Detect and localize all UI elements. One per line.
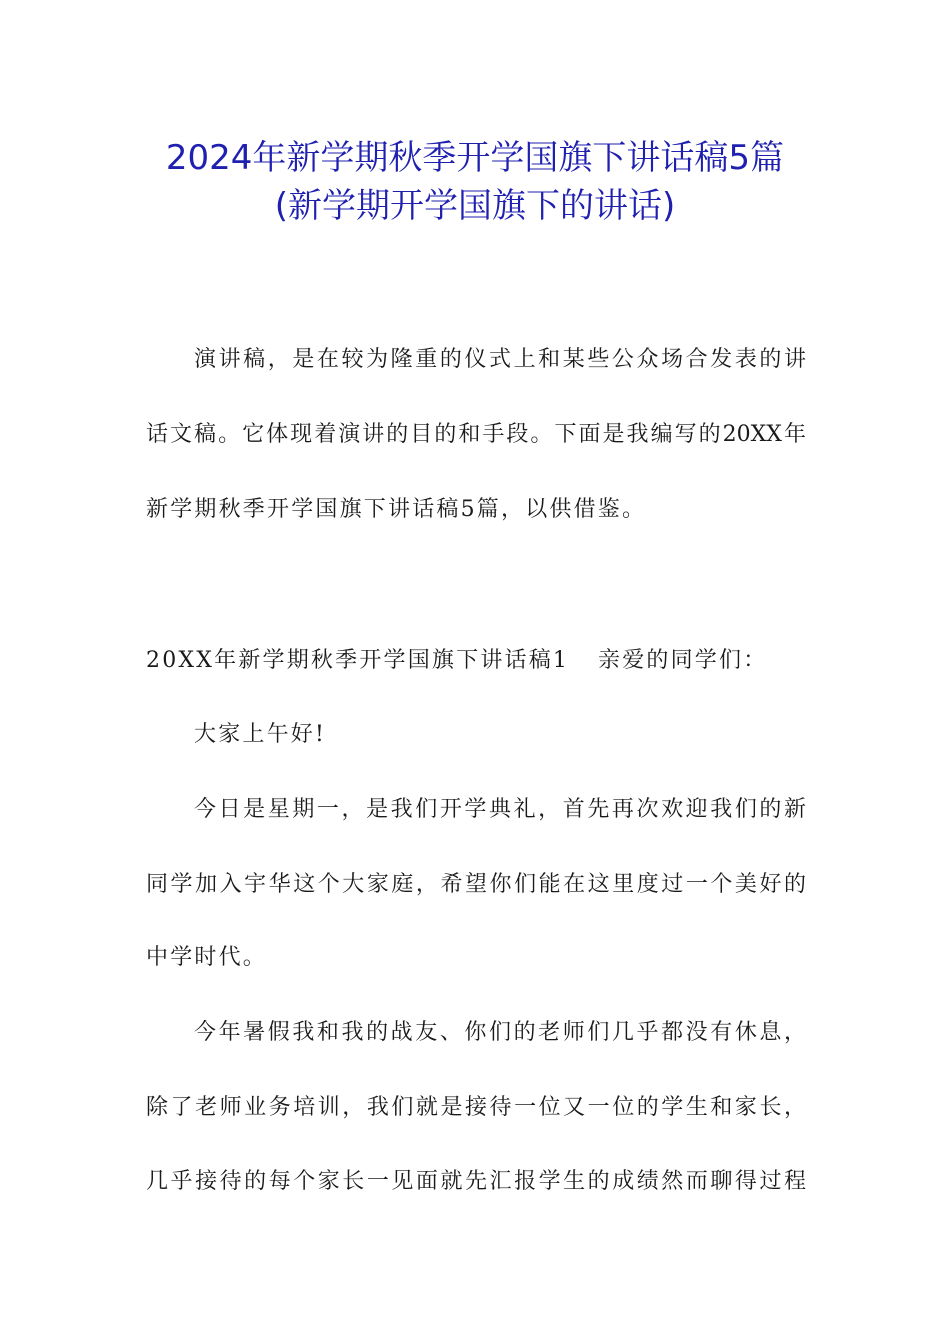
paragraph-2-line-1: 今日是星期一，是我们开学典礼，首先再次欢迎我们的新 bbox=[194, 797, 806, 822]
paragraph-3-line-3: 几乎接待的每个家长一见面就先汇报学生的成绩然而聊得过程 bbox=[146, 1169, 806, 1194]
paragraph-2-line-3: 中学时代。 bbox=[146, 945, 268, 970]
paragraph-2-line-2: 同学加入宇华这个大家庭，希望你们能在这里度过一个美好的 bbox=[146, 872, 806, 897]
intro-paragraph-line-2: 话文稿。它体现着演讲的目的和手段。下面是我编写的20XX年 bbox=[146, 422, 806, 447]
document-subtitle: (新学期开学国旗下的讲话) bbox=[274, 186, 676, 226]
paragraph-3-line-1: 今年暑假我和我的战友、你们的老师们几乎都没有休息， bbox=[194, 1020, 806, 1045]
salutation: 亲爱的同学们： bbox=[598, 648, 768, 673]
document-title: 2024年新学期秋季开学国旗下讲话稿5篇 bbox=[165, 138, 785, 178]
section-heading: 20XX年新学期秋季开学国旗下讲话稿1 bbox=[146, 648, 570, 673]
paragraph-3-line-2: 除了老师业务培训，我们就是接待一位又一位的学生和家长， bbox=[146, 1095, 806, 1120]
intro-paragraph-line-3: 新学期秋季开学国旗下讲话稿5篇，以供借鉴。 bbox=[146, 497, 647, 522]
intro-paragraph-line-1: 演讲稿，是在较为隆重的仪式上和某些公众场合发表的讲 bbox=[194, 347, 806, 372]
greeting: 大家上午好! bbox=[194, 722, 327, 747]
